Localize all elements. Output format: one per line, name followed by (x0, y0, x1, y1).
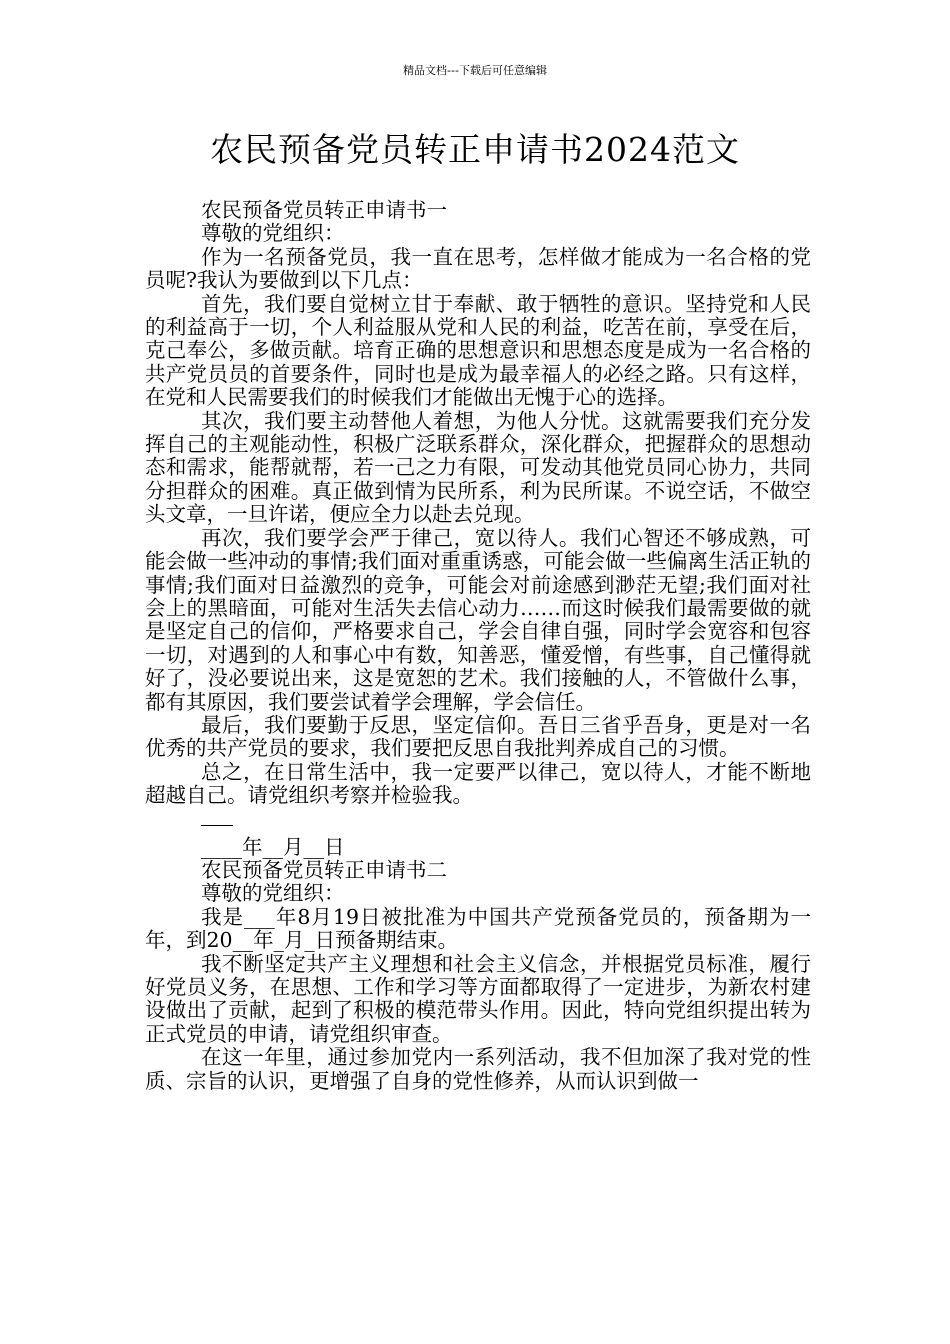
letter2-heading: 农民预备党员转正申请书二 (201, 857, 447, 882)
signature-blank-line (201, 825, 233, 836)
letter1-paragraph: 首先，我们要自觉树立甘于奉献、敢于牺牲的意识。坚持党和人民的利益高于一切，个人利益服从党和人民的利益，吃苦在前，享受在后，克己奉公，多做贡献。培育正确的思想意识和思想态度是成为一名合格的共产党员员的首要条件，同时也是成为最幸福人的必经之路。只有这样，在党和人民需要我们的时候我们才能做出无愧于心的选择。 (145, 291, 811, 410)
document-body (145, 199, 811, 1093)
letter2-salutation: 尊敬的党组织： (201, 881, 345, 906)
letter1-paragraph: 总之，在日常生活中，我一定要严以律己，宽以待人，才能不断地超越自己。请党组织考察并检验我。 (145, 759, 811, 808)
letter2-paragraph: 我是___年8月19日被批准为中国共产党预备党员的，预备期为一年，到20__年_月_日预备期结束。 (145, 904, 811, 953)
page-header: 精品文档---下载后可任意编辑 (403, 64, 547, 77)
document-title: 农民预备党员转正申请书2024范文 (210, 130, 740, 169)
letter1-paragraph: 其次，我们要主动替他人着想，为他人分忧。这就需要我们充分发挥自己的主观能动性，积极广泛联系群众，深化群众，把握群众的思想动态和需求，能帮就帮，若一己之力有限，可发动其他党员同心协力，共同分担群众的困难。真正做到情为民所系，利为民所谋。不说空话，不做空头文章，一旦许诺，便应全力以赴去兑现。 (145, 408, 811, 527)
letter1-heading: 农民预备党员转正申请书一 (201, 198, 447, 222)
letter2-paragraph: 在这一年里，通过参加党内一系列活动，我不但加深了我对党的性质、宗旨的认识，更增强了自身的党性修养，从而认识到做一 (145, 1045, 811, 1093)
letter1-paragraph: 作为一名预备党员，我一直在思考，怎样做才能成为一名合格的党员呢?我认为要做到以下几点： (145, 244, 811, 293)
letter1-paragraph: 再次，我们要学会严于律己，宽以待人。我们心智还不够成熟，可能会做一些冲动的事情;我们面对重重诱惑，可能会做一些偏离生活正轨的事情;我们面对日益激烈的竞争，可能会对前途感到渺茫无望;我们面对社会上的黑暗面，可能对生活失去信心动力……而这时候我们最需要做的就是坚定自己的信仰，严格要求自己，学会自律自强，同时学会宽容和包容一切，对遇到的人和事心中有数，知善恶，懂爱憎，有些事，自己懂得就好了，没必要说出来，这是宽恕的艺术。我们接触的人，不管做什么事，都有其原因，我们要尝试着学会理解，学会信任。 (145, 525, 811, 714)
letter2-paragraph: 我不断坚定共产主义理想和社会主义信念，并根据党员标准，履行好党员义务，在思想、工作和学习等方面都取得了一定进步，为新农村建设做出了贡献，起到了积极的模范带头作用。因此，特向党组织提出转为正式党员的申请，请党组织审查。 (145, 951, 811, 1046)
letter1-paragraph: 最后，我们要勤于反思，坚定信仰。吾日三省乎吾身，更是对一名优秀的共产党员的要求，我们要把反思自我批判养成自己的习惯。 (145, 712, 811, 761)
letter1-salutation: 尊敬的党组织： (201, 221, 345, 246)
spacer (145, 808, 811, 822)
letter1-date-line: ____年__月__日 (201, 834, 345, 859)
